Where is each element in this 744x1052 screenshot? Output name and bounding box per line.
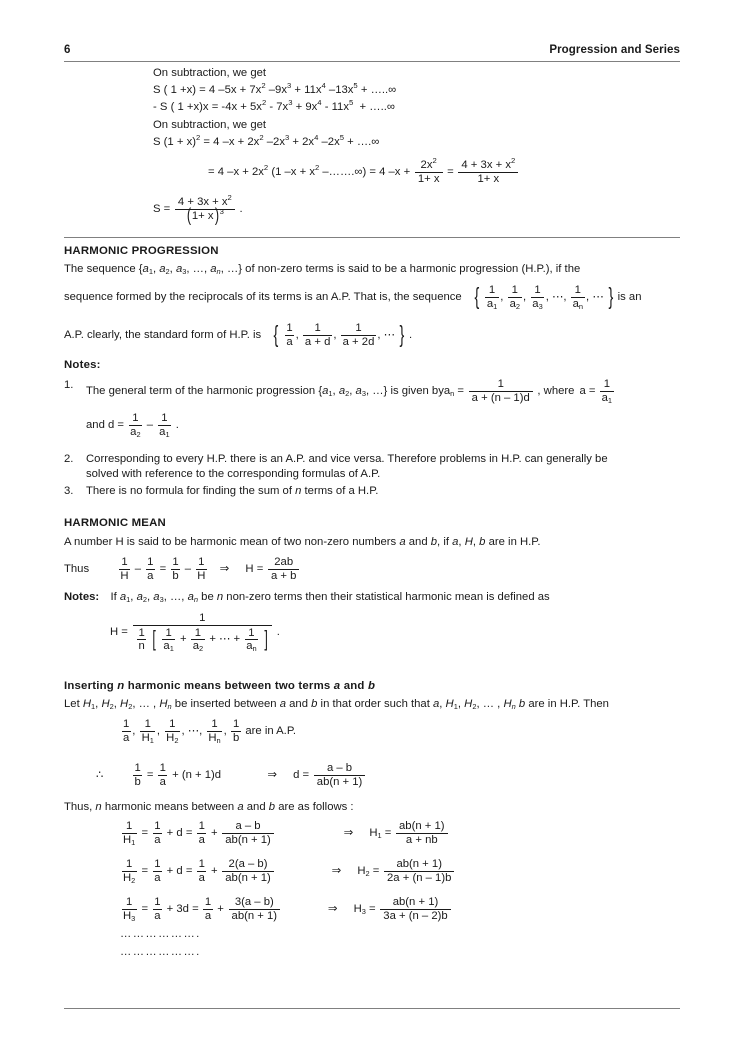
equation-s1xx: - S ( $1 +x)x = -4x + 5x^2 - 7x^3 + 9x^4 - 11x^5$ + …..∞ bbox=[153, 98, 395, 113]
label-thus: Thus bbox=[64, 562, 90, 575]
note-number: 1. bbox=[64, 379, 74, 391]
fraction-H3-result bbox=[380, 896, 450, 922]
fraction-a-equals: $\frac{1}{a_1}$ bbox=[601, 378, 613, 405]
equals-sign-2: = bbox=[185, 864, 193, 877]
period: . bbox=[239, 202, 243, 215]
equation-row-H2: $\frac{1}{H_2}$ = $\frac{1}{a}$ + d = $\frac{1}{a}$ + $\frac{2(a - b)}{ab(n + 1)}$ ⇒ $H_2$ = $\frac{ab(n + 1)}{2a + (n - 1)b}$ bbox=[120, 858, 456, 884]
fraction-1-over-a2: $\frac{1}{a_2}$ bbox=[130, 412, 141, 439]
numerator: 2ab bbox=[274, 556, 294, 568]
equals-sign-2: = bbox=[192, 902, 199, 915]
plus-sign: + bbox=[217, 902, 224, 915]
note-item-3: 3. There is no formula for finding the sum of n terms of a H.P. bbox=[64, 485, 379, 497]
denominator: $(1+ x)^3$ bbox=[175, 209, 235, 223]
equation-final-S: S = $\frac{4 + 3x + x^2}{(1+ x)^3}$ . bbox=[153, 193, 243, 225]
equals-sign-2: = bbox=[185, 826, 193, 839]
plus-sign: + bbox=[211, 826, 218, 839]
paragraph-hp-definition-line1: The sequence {$a_1$, $a_2$, $a_3$, …, $a_n$, …} of non-zero terms is said to be a harmonic progression (H.P.), if the bbox=[64, 263, 581, 277]
paragraph-hp-standard-form bbox=[64, 322, 684, 348]
implies-arrow: ⇒ bbox=[331, 864, 342, 877]
equals-sign-3: = bbox=[372, 864, 380, 877]
text-are-in-ap: are in A.P. bbox=[245, 724, 297, 737]
equation-simplified: = 4 $-x + 2x^2$ (1 $-x + x^2$ –…….∞) = 4 –x + $\frac{2x^2}{1+ x}$ = $\frac{4 + 3x + x^2}{1+ x}$ bbox=[153, 159, 673, 185]
plus-3d-term: + 3d bbox=[166, 902, 189, 915]
header-rule bbox=[64, 61, 680, 62]
footer-rule bbox=[64, 1008, 680, 1009]
denominator: $\frac{1}{n}$ [ $\frac{1}{a_1}$ + $\frac{1}{a_2}$ + ⋯ + $\frac{1}{a_n}$ ] bbox=[133, 625, 273, 653]
numerator: $4 + 3x + x^2$ bbox=[461, 156, 516, 171]
fraction-an-general-term: $\frac{1}{a + (n - 1)d}$ bbox=[469, 378, 533, 404]
denominator: a + nb bbox=[396, 833, 448, 847]
equation-s1x: S ( 1 +x) = 4 $-5x + 7x^2$ $-9x^3 + 11x^4$ $-13x^5$ + …..∞ bbox=[153, 81, 397, 96]
label-H2: $H_2$ bbox=[357, 864, 370, 878]
equals-sign: = bbox=[141, 864, 149, 877]
denominator: 2a + (n – 1)b bbox=[384, 871, 454, 885]
subtraction-block bbox=[153, 66, 673, 223]
equation-ap-reciprocals: $\frac{1}{a}$ , $\frac{1}{H_1}$ , $\frac{1}{H_2}$ , ⋯, $\frac{1}{H_n}$ , $\frac{1}{b}$ are in A.P. bbox=[123, 718, 297, 745]
text-is-an: is an bbox=[617, 290, 642, 303]
line-on-subtraction-1: On subtraction, we get bbox=[153, 67, 267, 79]
heading-harmonic-mean: HARMONIC MEAN bbox=[64, 517, 166, 529]
numerator: $4 + 3x + x^2$ bbox=[177, 193, 232, 209]
label-H-equals: H = bbox=[245, 562, 264, 575]
label-H-equals: H = bbox=[110, 625, 128, 638]
text-plus-n-plus-1-d: + (n + 1)d bbox=[172, 768, 222, 781]
note-text-cont: solved with reference to the corresponding formulas of A.P. bbox=[86, 468, 381, 480]
note-indent-spacer bbox=[64, 412, 86, 438]
equation-row-H1: $\frac{1}{H_1}$ = $\frac{1}{a}$ + d = $\frac{1}{a}$ + $\frac{a - b}{ab(n + 1)}$ ⇒ $H_1$ = $\frac{ab(n + 1)}{a + nb}$ bbox=[120, 820, 449, 846]
equation-common-difference: ∴ $\frac{1}{b}$ = $\frac{1}{a}$ + (n + 1)d ⇒ d = $\frac{a - b}{ab(n + 1)}$ bbox=[96, 762, 367, 788]
equation-statistical-harmonic-mean bbox=[110, 612, 280, 653]
numerator: ab(n + 1) bbox=[396, 858, 442, 870]
fraction-H1-result bbox=[396, 820, 448, 846]
chapter-title: Progression and Series bbox=[549, 44, 680, 56]
line-on-subtraction-2: On subtraction, we get bbox=[153, 119, 267, 131]
notes-label: Notes: bbox=[64, 591, 100, 603]
paragraph-hp-definition-line2 bbox=[64, 284, 684, 310]
paragraph-inserting: Let $H_1$, $H_2$, $H_2$, … , $H_n$ be inserted between a and b in that order such that a, $H_1$, $H_2$, … , $H_n$ b are in H.P. Then bbox=[64, 698, 609, 712]
plus-d-term: + d bbox=[166, 864, 183, 877]
label-H1: $H_1$ bbox=[369, 826, 382, 840]
equation-thus-harmonic-mean: Thus $\frac{1}{H}$ – $\frac{1}{a}$ = $\frac{1}{b}$ – $\frac{1}{H}$ ⇒ H = $\frac{2ab}{a + b}$ bbox=[64, 556, 680, 582]
implies-arrow: ⇒ bbox=[267, 768, 277, 781]
heading-inserting-harmonic-means: Inserting n harmonic means between two terms a and b bbox=[64, 680, 376, 692]
equals-sign: = bbox=[141, 902, 149, 915]
implies-arrow: ⇒ bbox=[327, 902, 338, 915]
therefore-symbol: ∴ bbox=[96, 768, 104, 781]
heading-harmonic-progression: HARMONIC PROGRESSION bbox=[64, 245, 219, 257]
section-divider-rule bbox=[64, 237, 680, 238]
heading-notes: Notes: bbox=[64, 359, 101, 371]
label-d-equals: d = bbox=[293, 768, 310, 781]
note-item-2 bbox=[64, 452, 680, 482]
continuation-dots-1: ………………. bbox=[120, 928, 201, 940]
fraction-2ab-over-aplusb bbox=[268, 556, 299, 582]
denominator: 3a + (n – 2)b bbox=[380, 909, 450, 923]
note-item-1: 1. The general term of the harmonic progression {$a_1$, $a_2$, $a_3$, …} is given bya$_n$ = $\frac{1}{a + (n - 1)d}$ , where a = $\frac{1}{a_1}$ and d = $\frac{1}{a_2}$ – $\frac{1}{a_1}$ . bbox=[64, 378, 613, 439]
fraction-4plus3xplusx2-over-1plusx bbox=[458, 156, 518, 185]
fraction-d-value bbox=[314, 762, 366, 788]
numerator: ab(n + 1) bbox=[392, 896, 439, 908]
label-H3: $H_3$ bbox=[353, 902, 366, 916]
fraction-2x2-over-1plusx bbox=[415, 156, 443, 185]
page-header bbox=[64, 44, 680, 56]
fraction-H2-result bbox=[384, 858, 454, 884]
page-number: 6 bbox=[64, 44, 71, 56]
equals-sign-3: = bbox=[384, 826, 392, 839]
denominator: a + b bbox=[268, 569, 299, 583]
numerator: $2x^2$ bbox=[420, 156, 437, 171]
note-number: 2. bbox=[64, 453, 74, 465]
equation-row-H3: $\frac{1}{H_3}$ = $\frac{1}{a}$ + 3d = $\frac{1}{a}$ + $\frac{3(a - b)}{ab(n + 1)}$ ⇒ $H_3$ = $\frac{ab(n + 1)}{3a + (n - 2)b}$ bbox=[120, 896, 452, 922]
fraction-1-over-a1: $\frac{1}{a_1}$ bbox=[159, 412, 170, 439]
equation-s1x-squared: S $(1 + x)^2 = 4$ $-x + 2x^2$ $-2x^3 + 2x^4$ $-2x^5$ + ….∞ bbox=[153, 133, 380, 148]
fraction-statistical-hm bbox=[133, 612, 273, 653]
note-text: Corresponding to every H.P. there is an A.P. and vice versa. Therefore problems in H.P. can generally be bbox=[86, 453, 608, 465]
fraction-1-over-n: $\frac{1}{n}$ bbox=[138, 626, 145, 653]
equals-sign: = bbox=[141, 826, 149, 839]
text-sequence-reciprocals: sequence formed by the reciprocals of its terms is an A.P. That is, the sequence bbox=[64, 290, 462, 303]
fraction-S-result bbox=[175, 193, 235, 225]
paragraph-thus-n-means: Thus, n harmonic means between a and b are as follows : bbox=[64, 801, 354, 813]
denominator: 1+ x bbox=[415, 172, 443, 186]
implies-arrow: ⇒ bbox=[219, 562, 230, 575]
notes-harmonic-mean: Notes: If $a_1$, $a_2$, $a_3$, …, $a_n$ be n non-zero terms then their statistical harmonic mean is defined as bbox=[64, 591, 550, 605]
denominator: 1+ x bbox=[458, 172, 518, 186]
text-standard-form: A.P. clearly, the standard form of H.P. is bbox=[64, 328, 262, 341]
plus-d-term: + d bbox=[166, 826, 183, 839]
numerator: a – b bbox=[326, 762, 353, 774]
period: . bbox=[408, 328, 413, 341]
set-standard-hp: { $\frac{1}{a}$ , $\frac{1}{a + d}$ , $\frac{1}{a + 2d}$ , ⋯ } bbox=[273, 321, 405, 348]
continuation-dots-2: ………………. bbox=[120, 946, 201, 958]
numerator: ab(n + 1) bbox=[399, 820, 445, 832]
equals-sign-3: = bbox=[369, 902, 376, 915]
plus-sign: + bbox=[211, 864, 218, 877]
paragraph-harmonic-mean-def: A number H is said to be harmonic mean of two non-zero numbers a and b, if a, H, b are in H.P. bbox=[64, 536, 541, 548]
period: . bbox=[276, 625, 280, 638]
implies-arrow: ⇒ bbox=[343, 826, 354, 839]
numerator: 1 bbox=[199, 612, 206, 624]
denominator: ab(n + 1) bbox=[314, 775, 366, 789]
note-number: 3. bbox=[64, 485, 74, 497]
set-reciprocal-sequence: { $\frac{1}{a_1}$ , $\frac{1}{a_2}$ , $\frac{1}{a_3}$ , ⋯, $\frac{1}{a_n}$ , ⋯ } bbox=[474, 283, 614, 311]
